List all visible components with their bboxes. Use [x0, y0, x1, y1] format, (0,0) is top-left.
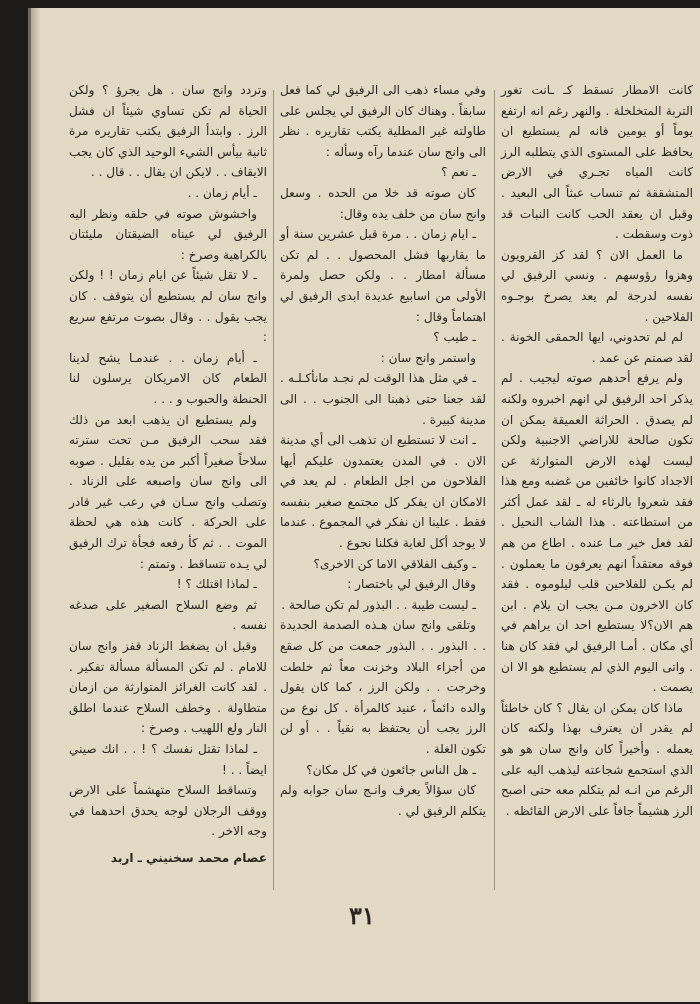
- paragraph: ولم يستطيع ان يذهب ابعد من ذلك فقد سحب الرفيق مـن تحت سترته سلاحاً صغيراً أكبر من يده بقليل . صوبه الى وانج سان واصبعه على الزناد . وتصلب وانج سـان في رعب غير قادر على الحركة . كانت هذه هي لحظة الموت . . ثم كأ رفعه فجأة ترك الرفيق لي يـده تتساقط . وتمتم :: [69, 412, 267, 571]
- paragraph: ـ أيام زمان . . عندمـا يشح لدينا الطعام كان الامريكان يرسلون لنا الحنطة والحبوب و . . .: [69, 350, 267, 406]
- column-divider: [273, 90, 274, 890]
- paragraph: وقال الرفيق لي باختصار :: [347, 577, 476, 592]
- paragraph: واستمر وانج سان :: [380, 350, 476, 365]
- magazine-page: [28, 8, 700, 1002]
- paragraph: ثم وضع السلاح الصغير على صدغه نفسه .: [69, 597, 267, 633]
- paragraph: ـ ليست طيبة . . البذور لم تكن صالحة .: [281, 597, 476, 612]
- paragraph: ـ أيام زمان . .: [187, 185, 257, 200]
- paragraph: ـ لا تقل شيئاً عن ايام زمان ! ! ولكن وانج سان لم يستطيع أن يتوقف . كان يجب يقول . . وقال بصوت مرتفع سريع :: [69, 268, 267, 345]
- author-signature: عصام محمد سخنيني ـ اربد: [110, 850, 267, 865]
- paragraph: ـ وكيف الفلاقي الاما كن الاخرى؟: [313, 556, 476, 571]
- column-left: [69, 80, 267, 869]
- paragraph: ـ طيب ؟: [433, 330, 476, 345]
- paragraph: ـ هل الناس جائعون في كل مكان؟: [306, 762, 476, 777]
- paragraph: ـ لماذا تقتل نفسك ؟ ! . . انك صيني ايضاً . . !: [69, 742, 267, 777]
- paragraph: ـ انت لا تستطيع ان تذهب الى أي مدينة الان . في المدن يعتمدون عليكم أيها الفلاحون من اجل الطعام . لم يعد في الامكان ان يفكر كل مجتمع صغير بنفسه فقط . علينا ان نفكر في المجموع . عندما لا يوجد أكل لغاية فكلنا نجوع .: [280, 433, 486, 551]
- paragraph: كان صوته قد خلا من الحده . وسعل وانج سان من خلف يده وقال:: [280, 185, 486, 221]
- paragraph: ـ في مثل هذا الوقت لم نجـد مانأكـلـه . لقد جعنا حتى ذهبنا الى الجنوب . . الى مدينة كبيرة .: [280, 371, 486, 427]
- page-number: ٣١: [349, 901, 375, 930]
- paragraph: ما العمل الان ؟ لقد كز القرويون وهزوا رؤوسهم . ونسي الرفيق لي نفسه لدرجة لم يعد يصرخ بوجـوه الفلاحين .: [501, 247, 693, 324]
- paragraph: كان سؤالاً يعرف وانـج سان جوابه ولم يتكلم الرفيق لي .: [280, 783, 486, 818]
- paragraph: وتردد وانج سان . هل يجرؤ ؟ ولكن الحياة لم تكن تساوي شيئاً ان فشل الرز . وابتدأ الرفيق يكتب تقاريره مرة ثانية بيأس الشيء الوحيد الذي كان يجب الايقاف . . لايكن ان يقال . . قال . .: [69, 83, 267, 180]
- paragraph: واخشوش صوته في حلقه ونظر اليه الرفيق لي عيناه الضيقتان مليئتان بالكراهية وصرخ :: [69, 206, 267, 262]
- binding-shadow: [31, 8, 41, 1002]
- paragraph: ـ ايام زمان . . مرة قبل عشرين سنة أو ما يقاربها فشل المحصول . . لم تكن مسألة امطار . . ولكن حصل ولمرة الأولى من اسابيع عديدة ابدى الرفيق لي اهتماماً وقال :: [280, 227, 486, 324]
- column-divider: [494, 90, 495, 890]
- paragraph: ولم يرفع أحدهم صوته ليجيب . لم يذكر احد الرفيق لي انهم اخبروه ولكنه لم يصدق . الحراثة العميقة يمكن ان تكون صالحة للاراضي الاجنبية ولكن ليست لهذه الارض المتوارثة عن الاجداد كانوا خائفين من غضبه ومع هذا فقد شعروا بالرثاء له ـ لقد عمل أكثر من استطاعته . هذا الشاب النحيل . لقد فعل خير مـا عنده . اطاع من هم فوقه معتقداً انهم يعرفون ما يعملون . لم يكـن للفلاحين قلب ليلوموه . فقد كان الاخرون مـن يجب ان يلام . ابن هم الان؟لا يستطيع احد ان يراهم في أي مكان . أمـا الرفيق لي فقد كان هنا . واتى اليوم الذي لم يستطيع هو الا ان يصمت .: [501, 371, 693, 695]
- paragraph: ماذا كان يمكن ان يقال ؟ كان خاطئاً لم يقدر ان يعترف بهذا ولكنه كان يعمله . وأخيراً كان وانج سان هو هو الذي استجمع شجاعته ليذهب اليه على الرغم من انـه لم يتكلم معه حتى اصبح الرز هشيماً جافاً على الارض القائظه .: [501, 700, 693, 818]
- paragraph: وتلقى وانج سان هـذه الصدمة الجديدة . . البذور . . البذور جمعت من كل صقع من أجزاء البلاد وخزنت معاً ثم خلطت وخرجت . . ولكن الرز ، كما كان يقول والده دائماً ، عنيد كالمرأة . كل نوع من الرز يجب أن يحتفظ به نقياً . . أو لن تكون الغلة .: [280, 618, 486, 756]
- paragraph: كانت الامطار تسقط كـ ـانت تغور التربة المتخلخلة . والنهر رغم انه ارتفع يوماً أو يومين فانه لم يستطيع ان يحافظ على المستوى الذي يتطلبه الرز كانت المياه تجـري في الارض المتشققة ثم تنساب عبثاً الى البعيد . وقبل ان يعقد الحب كانت النبات قد ذوت وسقطت .: [501, 83, 693, 242]
- paragraph: ـ نعم ؟: [441, 165, 476, 180]
- paragraph: وقبل ان يضغط الزناد قفز وانج سان للامام . لم تكن المسألة مسألة تفكير . . لقد كانت الغرائز المتوارثة من ازمان متطاولة . وخطف السلاح عندما اطلق النار ولع اللهيب . وصرخ :: [69, 639, 267, 736]
- paragraph: وفي مساء ذهب الى الرفيق لي كما فعل سابقاً . وهناك كان الرفيق لي يجلس على طاولته غير المطلية يكتب تقاريره . نظر الى وانج سان عندما رآه وسأله :: [280, 83, 486, 159]
- column-right: [501, 80, 693, 821]
- paragraph: ـ لماذا اقتلك ؟ !: [176, 577, 257, 592]
- paragraph: لم لم تحدوني، ايها الحمقى الخونة . لقد صمتم عن عمد .: [501, 330, 693, 365]
- paragraph: وتساقط السلاح متهشماً على الارض ووقف الرجلان لوجه يحدق احدهما في وجه الاخر .: [69, 783, 267, 839]
- column-middle: [280, 80, 486, 821]
